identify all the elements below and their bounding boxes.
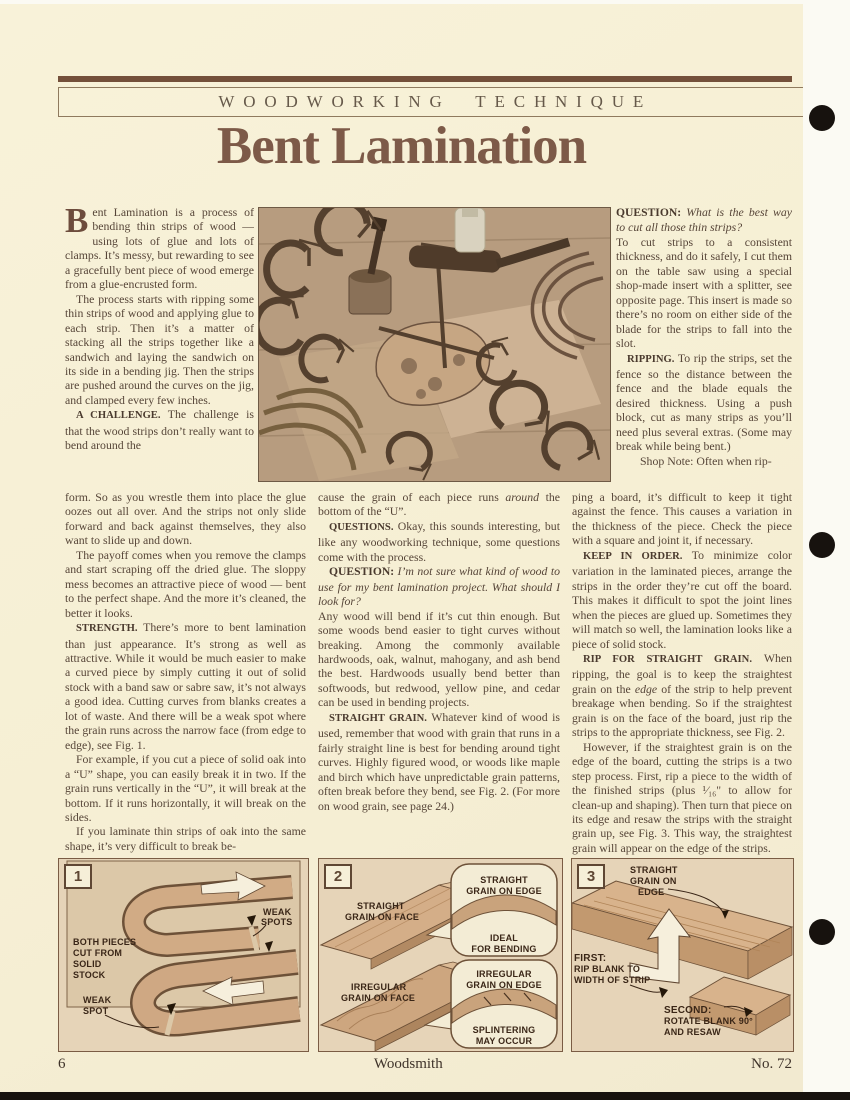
footer-magazine-title: Woodsmith	[373, 1056, 443, 1072]
figure-2-number: 2	[324, 864, 352, 889]
paragraph: The payoff comes when you remove the clamps and start scraping off the dried glue. The sloppy mess becomes an attractive piece of wood — bent to the perfect shape. And the more it’s cleaned, the better it looks.	[65, 547, 306, 620]
figure-label: SPOTS	[261, 917, 293, 927]
question-block: QUESTION: What is the best way to cut all those thin strips?	[616, 205, 792, 235]
figure-label: SPLINTERING	[472, 1025, 536, 1035]
paragraph: ping a board, it’s difficult to keep it tight against the fence. This causes a variation in the thickness of the piece. Check the piece with a square and joint it, if necessary.	[572, 490, 792, 548]
paragraph: STRENGTH. There’s more to bent lamination than just appearance. It’s strong as well as attractive. While it would be much easier to make a curved piece by simply cutting it out of solid stock with a band saw or sabre saw, it’s not always a good idea. Cutting curves from blanks creates a lot of waste. And there will be a weak spot where the grain runs across the narrow face (from edge to edge), see Fig. 1.	[65, 620, 306, 752]
drop-cap: B	[65, 205, 89, 240]
figure-label: FOR BENDING	[471, 944, 537, 954]
paragraph: STRAIGHT GRAIN. Whatever kind of wood is used, remember that wood with grain that runs in a fairly straight line is best for bending around tight curves. Highly figured wood, or woods like maple and birch which have unpredictable grain patterns, often break before they bend, see Fig. 2. (For more on wood grain, see page 24.)	[318, 709, 560, 813]
paragraph: If you laminate thin strips of oak into the same shape, it’s very difficult to break be-	[65, 824, 306, 853]
column-left-bottom	[65, 490, 306, 856]
paragraph: Bent Lamination is a process of bending thin strips of wood — using lots of glue and lots of clamps. It’s messy, but rewarding to see a gracefully bent piece of wood emerge from a glue-encrusted form.	[65, 205, 254, 292]
figure-1-number: 1	[64, 864, 92, 889]
paragraph: QUESTIONS. Okay, this sounds interesting, but like any woodworking technique, some questions come with the process.	[318, 518, 560, 564]
column-right-top	[616, 205, 792, 492]
column-right-bottom	[572, 490, 792, 856]
paragraph: However, if the straightest grain is on the edge of the board, cutting the strips is a two step process. First, rip a piece to the width of the finished strips (plus ¹⁄₁₆" to allow for clean-up and shaping). Then turn that piece on its edge and resaw the strips with the straight grain up, see Fig. 3. This way, the straightest grain will appear on the edge of the strips.	[572, 739, 792, 855]
footer-issue-number: No. 72	[751, 1056, 792, 1072]
page-title: Bent Lamination	[216, 117, 587, 175]
column-left-top	[65, 205, 254, 492]
figure-label: AND RESAW	[664, 1027, 721, 1037]
figure-label: WEAK	[263, 907, 292, 917]
figure-label: MAY OCCUR	[475, 1036, 533, 1046]
figure-label: GRAIN ON FACE	[341, 993, 416, 1003]
figure-label: GRAIN ON	[630, 876, 677, 886]
figure-label: GRAIN ON EDGE	[466, 980, 542, 990]
figure-1	[58, 858, 309, 1052]
punch-hole	[809, 105, 835, 131]
figure-label: RIP BLANK TO	[574, 964, 641, 974]
paragraph: KEEP IN ORDER. To minimize color variation in the laminated pieces, arrange the strips in the order they’re cut off the board. This makes it difficult to spot the joint lines when the pieces are glued up. Sometimes they will match so well, the lamination looks like a piece of solid stock.	[572, 547, 792, 651]
workshop-photo	[258, 207, 611, 482]
paragraph: RIPPING. To rip the strips, set the fence so the distance between the fence and the blade equals the desired thickness. Using a push block, cut as many strips as you’ll need plus several extras. (Some may break while being bent.)	[616, 350, 792, 454]
figure-label: STOCK	[73, 970, 106, 980]
figure-label: GRAIN ON FACE	[345, 912, 420, 922]
figure-label: FIRST:	[574, 953, 607, 964]
figure-label: IDEAL	[490, 933, 518, 943]
figure-3-illustration	[572, 859, 793, 1051]
figure-label: STRAIGHT	[480, 875, 528, 885]
figure-2-illustration	[319, 859, 562, 1051]
paragraph: RIP FOR STRAIGHT GRAIN. When ripping, the goal is to keep the straightest grain on the edge of the strip to help prevent breakage when bending. So if the straightest grain is on the face of the board, just rip the strips to the appropriate thickness, see Fig. 2.	[572, 650, 792, 740]
paragraph: For example, if you cut a piece of solid oak into a “U” shape, you can easily break it in two. If the grain runs vertically in the “U”, it will break at the bottom. If it runs horizontally, it will break on the sides.	[65, 752, 306, 824]
figure-1-illustration	[59, 859, 308, 1051]
page-edge-bar	[0, 1092, 850, 1100]
glue-bottle	[455, 208, 485, 252]
page-footer	[58, 1056, 792, 1073]
figure-3	[571, 858, 794, 1052]
figure-label: GRAIN ON EDGE	[466, 886, 542, 896]
workshop-photo-illustration	[259, 208, 610, 481]
paragraph: A CHALLENGE. The challenge is that the wood strips don’t really want to bend around the	[65, 407, 254, 453]
figure-3-number: 3	[577, 864, 605, 889]
figure-label: EDGE	[638, 887, 665, 897]
figure-label: IRREGULAR	[351, 982, 407, 992]
figure-label: WEAK	[83, 995, 112, 1005]
figure-label: BOTH PIECES	[73, 937, 137, 947]
paragraph: form. So as you wrestle them into place the glue oozes out all over. And the strips not only slide forward and back against themselves, they also want to slide up and down.	[65, 490, 306, 548]
figure-label: STRAIGHT	[357, 901, 405, 911]
punch-hole	[809, 532, 835, 558]
figure-label: SOLID	[73, 959, 102, 969]
paragraph: Any wood will bend if it’s cut thin enough. But some woods bend easier to tight curves without breaking. Among the commonly available hardwoods, oak, walnut, mahogany, and ash bend the best. Hardwoods usually bend better than softwoods, but redwood, yellow pine, and cedar can be used in bending projects.	[318, 608, 560, 710]
figure-label: STRAIGHT	[630, 865, 678, 875]
paragraph: To cut strips to a consistent thickness, and do it safely, I cut them on the table saw using a special shop-made insert with a splitter, see opposite page. This insert is made so there’s no room on either side of the blade for the strips to fall into the slot.	[616, 234, 792, 351]
header-kicker-box	[58, 87, 803, 117]
paragraph: Shop Note: Often when rip-	[640, 453, 772, 468]
figure-2	[318, 858, 563, 1052]
section-kicker: WOODWORKING TECHNIQUE	[218, 92, 653, 111]
column-center-bottom	[318, 490, 560, 856]
figure-label: SPOT	[83, 1006, 109, 1016]
figure-label: SECOND:	[664, 1005, 712, 1016]
question-block: QUESTION: I’m not sure what kind of wood to use for my bent lamination project. What should I look for?	[318, 564, 560, 609]
header-thick-rule	[58, 76, 792, 82]
figure-label: WIDTH OF STRIP	[574, 975, 651, 985]
figure-label: IRREGULAR	[476, 969, 532, 979]
paragraph: cause the grain of each piece runs around the bottom of the “U”.	[318, 490, 560, 519]
figure-label: ROTATE BLANK 90°	[664, 1016, 753, 1026]
footer-page-number: 6	[58, 1056, 66, 1072]
figure-label: CUT FROM	[73, 948, 123, 958]
punch-hole	[809, 919, 835, 945]
paragraph: The process starts with ripping some thin strips of wood and applying glue to each strip. Then it’s a matter of stacking all the strips together like a sandwich and laying the sandwich on its side in a bending jig. Then the strips are pushed around the curves on the jig, and clamped every few inches.	[65, 291, 254, 407]
